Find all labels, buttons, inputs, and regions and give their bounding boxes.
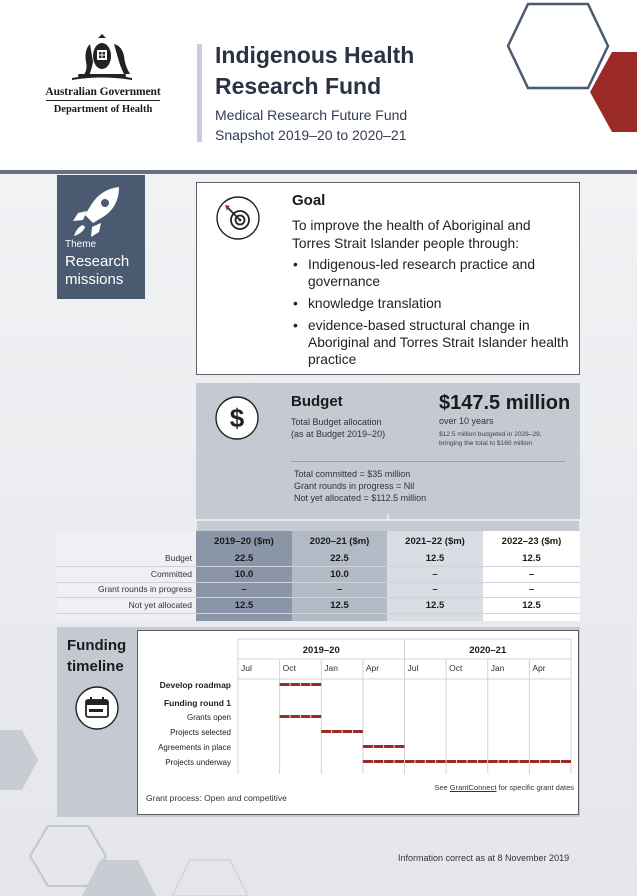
column-header: 2021–22 ($m) — [405, 536, 465, 547]
row-label: Committed — [150, 568, 192, 579]
row-label: Budget — [165, 553, 192, 563]
row-rule — [57, 566, 580, 567]
budget-note-line-1: $12.5 million budgeted in 2028–29, — [439, 431, 542, 438]
column-header: 2022–23 ($m) — [501, 536, 562, 547]
month-label: Jan — [490, 663, 505, 673]
table-cell: 12.5 — [522, 553, 541, 564]
divider — [46, 100, 160, 101]
table-cell: 12.5 — [425, 553, 445, 564]
table-cell: – — [432, 568, 438, 580]
year-header: 2019–20 — [302, 645, 340, 656]
goal-list — [292, 256, 572, 373]
table-cell: 12.5 — [234, 599, 254, 611]
table-column — [483, 531, 580, 621]
row-label: Develop roadmap — [159, 680, 231, 690]
title-line-2: Research Fund — [215, 73, 382, 99]
footnote-text: for specific grant dates — [496, 783, 574, 792]
table-column — [196, 531, 292, 621]
table-cell: 12.5 — [330, 599, 349, 611]
table-cell: 12.5 — [425, 599, 445, 611]
row-label: Funding round 1 — [163, 698, 231, 708]
timeline-heading-line-2: timeline — [67, 658, 124, 675]
dollar-icon — [214, 395, 260, 441]
row-rule — [57, 597, 580, 598]
subtitle-line-2: Snapshot 2019–20 to 2020–21 — [215, 127, 407, 143]
month-label: Oct — [282, 663, 296, 673]
table-cell: – — [241, 584, 247, 595]
subtitle-line-1: Medical Research Future Fund — [215, 107, 408, 123]
goal-intro: To improve the health of Aboriginal and Torres Strait Islander people through: — [292, 218, 531, 251]
timeline-heading — [67, 635, 139, 677]
page-subtitle — [215, 105, 475, 145]
hexagon-decoration — [0, 720, 260, 896]
budget-summary-line: Not yet allocated = $112.5 million — [294, 493, 427, 503]
budget-subtitle — [291, 416, 411, 440]
table-column — [292, 531, 387, 621]
row-label: Grant rounds in progress — [97, 584, 192, 594]
budget-note — [439, 430, 575, 448]
footnote-text: See — [434, 783, 450, 792]
budget-heading: Budget — [291, 393, 343, 410]
goal-heading: Goal — [292, 192, 326, 209]
title-line-1: Indigenous Health — [215, 42, 415, 68]
budget-subtitle-line-2: (as at Budget 2019–20) — [291, 429, 386, 439]
theme-name — [65, 253, 145, 289]
table-cell: 10.0 — [234, 568, 254, 580]
table-column — [387, 531, 483, 621]
list-item: • knowledge translation — [292, 295, 572, 312]
table-cell: – — [528, 584, 535, 595]
info-correct-note: Information correct as at 8 November 2019 — [398, 853, 570, 863]
budget-period: over 10 years — [439, 416, 494, 426]
month-label: Jul — [407, 663, 419, 673]
divider — [291, 461, 565, 462]
table-cell: 22.5 — [330, 553, 349, 564]
hexagon-decoration — [490, 0, 637, 172]
budget-summary-line: Total committed = $35 million — [294, 469, 411, 479]
table-cell: – — [528, 568, 535, 580]
month-label: Oct — [449, 663, 463, 673]
theme-tile — [57, 175, 145, 299]
bracket-connector — [196, 510, 580, 531]
month-label: Apr — [532, 663, 546, 673]
svg-text:$: $ — [229, 403, 245, 433]
government-name: Australian Government — [45, 86, 161, 98]
grantconnect-link[interactable]: GrantConnect — [449, 783, 497, 792]
month-label: Jan — [324, 663, 338, 673]
target-icon — [215, 195, 261, 241]
rocket-icon — [69, 181, 129, 241]
budget-summary-line: Grant rounds in progress = Nil — [294, 481, 415, 491]
list-item: • Indigenous-led research practice and governance — [292, 256, 572, 290]
column-header: 2020–21 ($m) — [309, 536, 370, 547]
list-item: • evidence-based structural change in Aboriginal and Torres Strait Islander health practice — [292, 317, 572, 368]
row-label: Projects selected — [170, 728, 231, 737]
budget-subtitle-line-1: Total Budget allocation — [291, 417, 382, 427]
row-rule — [57, 613, 580, 614]
coat-of-arms-icon — [62, 34, 142, 84]
header — [0, 0, 637, 172]
budget-amount: $147.5 million — [439, 392, 571, 414]
theme-name-line-1: Research — [65, 253, 130, 270]
timeline-footnote — [414, 783, 574, 792]
theme-label: Theme — [65, 239, 97, 250]
row-label: Agreements in place — [158, 743, 231, 752]
header-rule — [0, 170, 637, 174]
row-label: Projects underway — [165, 758, 231, 767]
column-header: 2019–20 ($m) — [214, 536, 274, 547]
table-cell: 12.5 — [522, 599, 541, 611]
title-accent-bar — [197, 44, 202, 142]
table-cell: – — [336, 584, 343, 595]
budget-note-line-2: bringing the total to $160 million — [439, 440, 533, 447]
row-label: Not yet allocated — [128, 599, 192, 610]
year-header: 2020–21 — [469, 645, 507, 656]
budget-section — [196, 383, 580, 531]
table-cell: 22.5 — [234, 553, 254, 564]
row-label: Grants open — [186, 713, 231, 722]
grant-process: Grant process: Open and competitive — [146, 793, 287, 803]
budget-summary — [294, 468, 426, 504]
budget-table — [57, 531, 580, 621]
goal-section — [196, 182, 580, 375]
row-rule — [57, 582, 580, 583]
department-name: Department of Health — [53, 104, 153, 115]
month-label: Jul — [241, 663, 252, 673]
table-cell: – — [432, 584, 438, 595]
timeline-heading-line-1: Funding — [67, 637, 127, 654]
table-cell: 10.0 — [330, 568, 349, 580]
page-title — [215, 40, 505, 102]
month-label: Apr — [365, 663, 380, 673]
theme-name-line-2: missions — [65, 271, 124, 288]
